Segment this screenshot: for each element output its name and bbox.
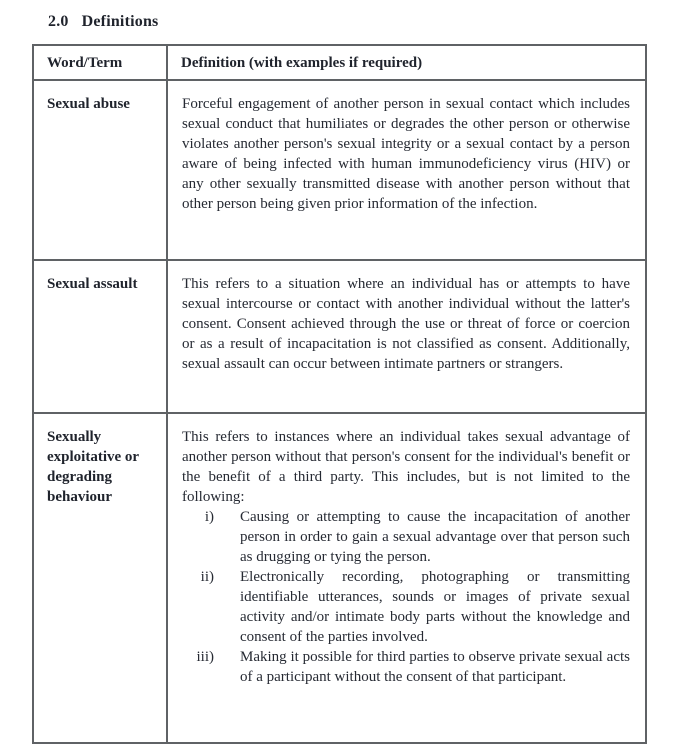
list-marker: iii) — [196, 649, 214, 665]
term-sexual-assault: Sexual assault — [33, 260, 167, 413]
list-item — [182, 507, 630, 567]
definition-paragraph: Forceful engagement of another person in sexual contact which includes sexual conduct that humiliates or degrades the other person or otherwise violates another person's sexual integrity or a sexual contact by a person aware of being infected with human immunodeficiency virus (HIV) or any other sexually transmitted disease with another person without that other person being given prior information of the infection. — [182, 96, 630, 212]
definition-sexual-abuse — [167, 80, 646, 260]
list-marker: i) — [204, 509, 214, 525]
definition-sublist — [182, 507, 630, 687]
section-title: Definitions — [81, 13, 159, 30]
table-header-row — [33, 45, 646, 80]
term-sexually-exploitative: Sexually exploitative or degrading behaviour — [33, 413, 167, 743]
list-item-text: Making it possible for third parties to observe private sexual acts of a participant without the consent of that participant. — [240, 649, 630, 685]
list-item-text: Electronically recording, photographing or transmitting identifiable utterances, sounds or images of private sexual activity and/or intimate body parts without the knowledge and consent of the parties involved. — [240, 569, 630, 645]
definition-paragraph: This refers to a situation where an individual has or attempts to have sexual intercourse or contact with another individual without the latter's consent. Consent achieved through the use or threat of force or coercion or as a result of incapacitation is not classified as consent. Additionally, sexual assault can occur between intimate partners or strangers. — [182, 276, 630, 372]
table-row — [33, 80, 646, 260]
table-row — [33, 260, 646, 413]
term-sexual-abuse: Sexual abuse — [33, 80, 167, 260]
section-heading — [0, 0, 688, 33]
list-item — [182, 567, 630, 647]
list-item-text: Causing or attempting to cause the incapacitation of another person in order to gain a sexual advantage over that person such as drugging or tying the person. — [240, 509, 630, 565]
definition-sexual-assault — [167, 260, 646, 413]
column-header-definition: Definition (with examples if required) — [167, 45, 646, 80]
definitions-table — [32, 44, 647, 744]
list-marker: ii) — [200, 569, 214, 585]
column-header-word-term: Word/Term — [33, 45, 167, 80]
list-item — [182, 647, 630, 687]
section-number: 2.0 — [48, 13, 69, 30]
definition-paragraph: This refers to instances where an individual takes sexual advantage of another person without that person's consent for the individual's benefit or the benefit of a third party. This includes, but is not limited to the following: — [182, 429, 630, 505]
